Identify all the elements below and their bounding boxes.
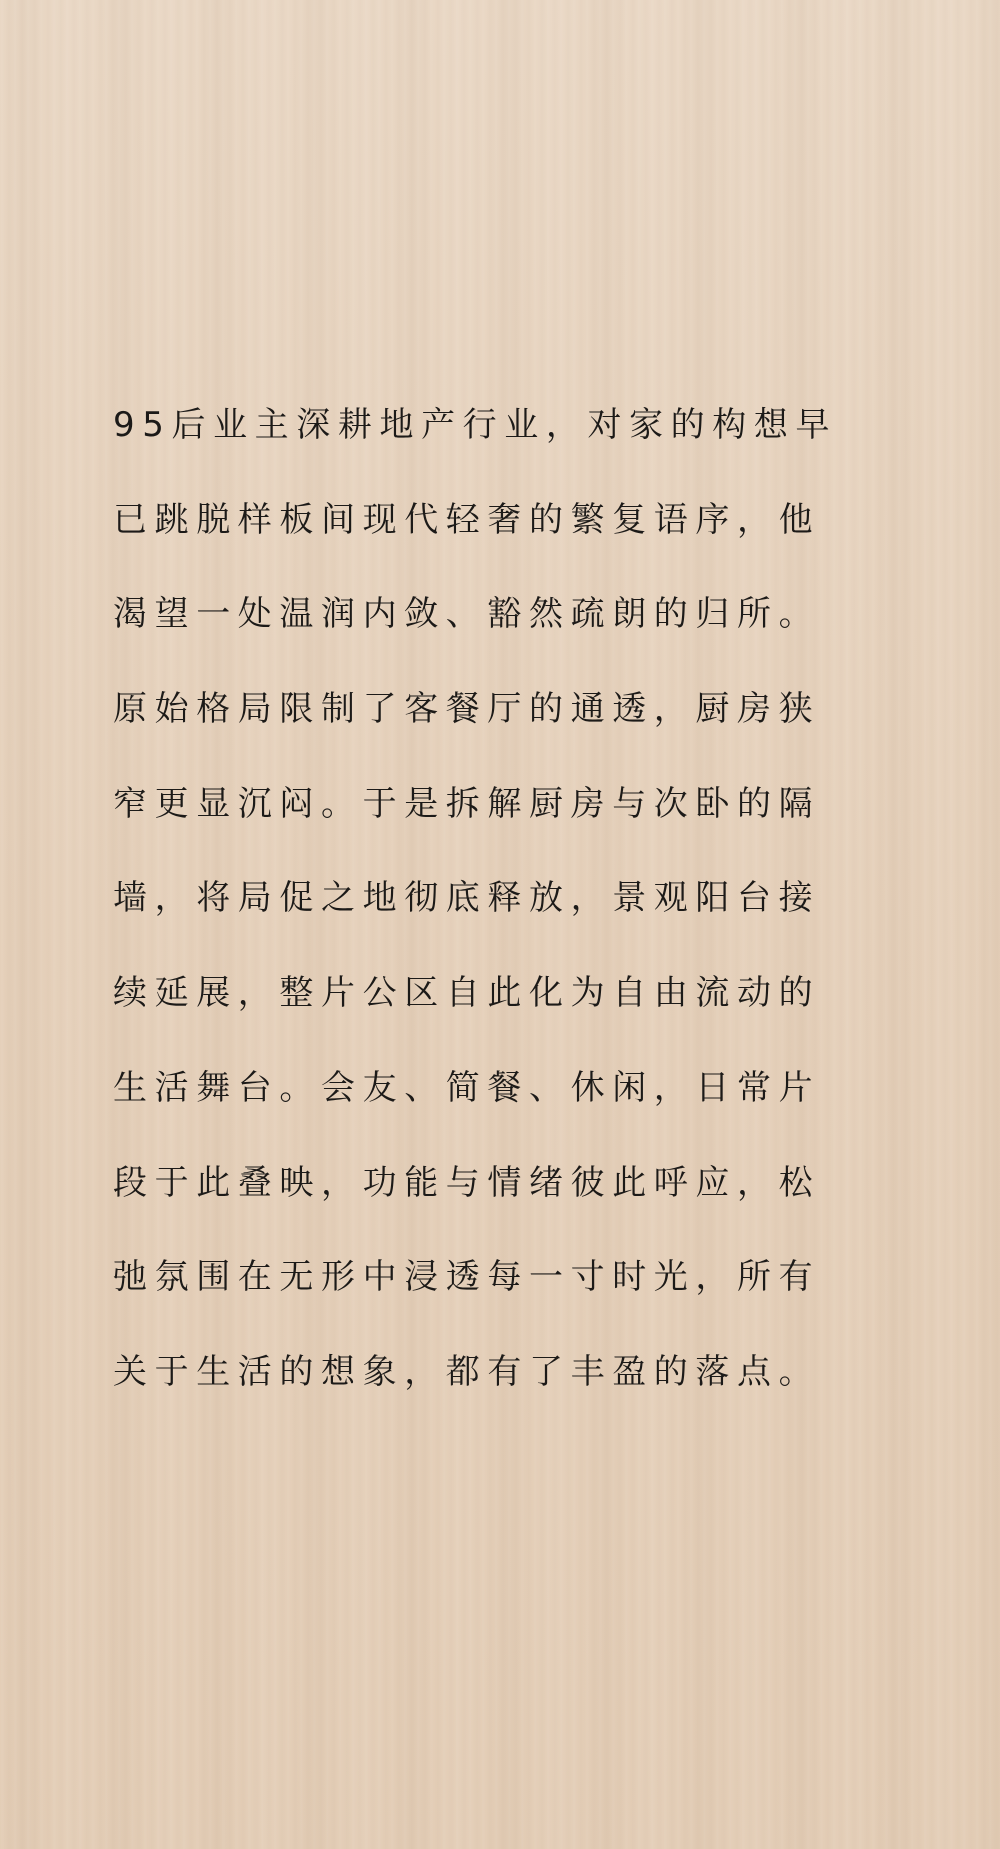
- paragraph-line-1: 95后业主深耕地产行业，对家的构想早: [113, 405, 838, 445]
- paragraph-line-3: 渴望一处温润内敛、豁然疏朗的归所。: [113, 594, 821, 635]
- paragraph-line-7: 续延展，整片公区自此化为自由流动的: [113, 973, 821, 1014]
- paragraph-line-9: 段于此叠映，功能与情绪彼此呼应，松: [113, 1162, 821, 1203]
- paragraph-line-6: 墙，将局促之地彻底释放，景观阳台接: [113, 878, 821, 919]
- paragraph-line-2: 已跳脱样板间现代轻奢的繁复语序，他: [113, 499, 821, 540]
- article-paragraph: [113, 407, 913, 1449]
- paragraph-line-11: 关于生活的想象，都有了丰盈的落点。: [113, 1351, 821, 1392]
- paragraph-line-8: 生活舞台。会友、简餐、休闲，日常片: [113, 1067, 821, 1108]
- paragraph-line-10: 弛氛围在无形中浸透每一寸时光，所有: [113, 1257, 821, 1298]
- paragraph-line-5: 窄更显沉闷。于是拆解厨房与次卧的隔: [113, 783, 821, 824]
- paragraph-line-4: 原始格局限制了客餐厅的通透，厨房狭: [113, 689, 821, 730]
